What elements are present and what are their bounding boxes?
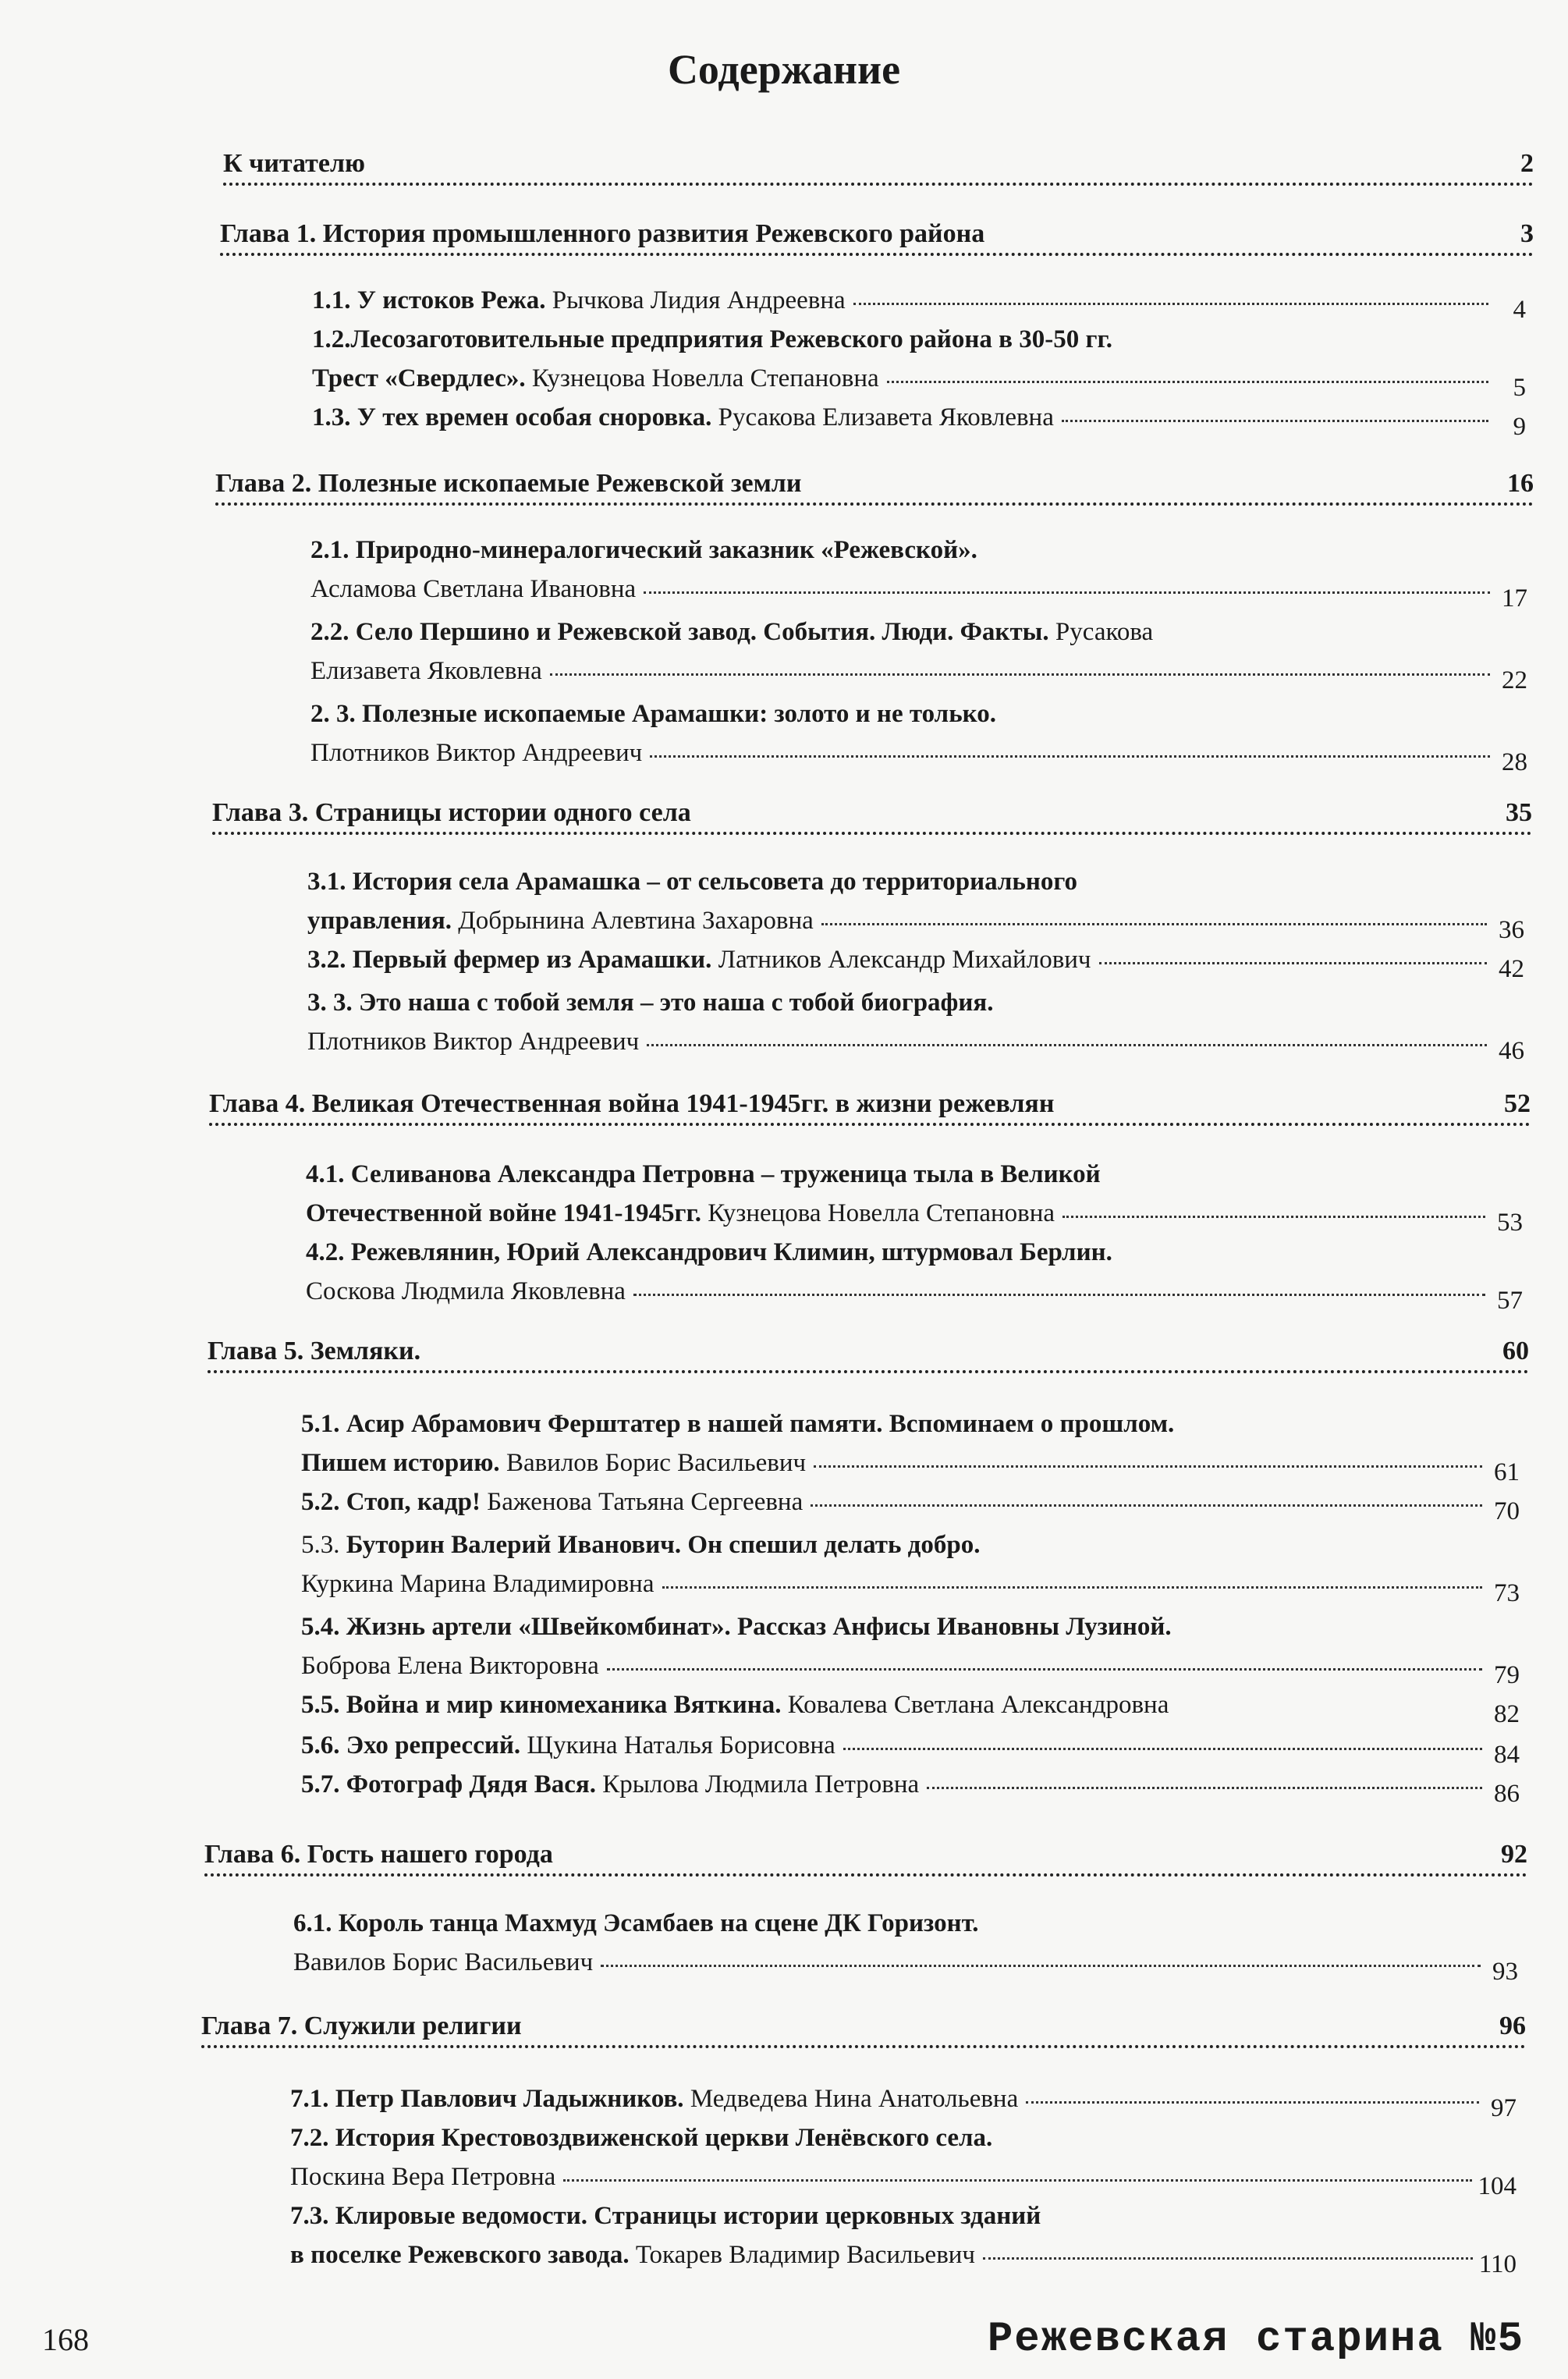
entry-title: 2.2. Село Першино и Режевской завод. События. Люди. Факты.	[310, 618, 1049, 646]
entry-title: 5.5. Война и мир киномеханика Вяткина.	[301, 1691, 782, 1719]
toc-entry-5-5[interactable]	[301, 1685, 1520, 1728]
chapter-page: 96	[1499, 2011, 1526, 2040]
entry-author: Вавилов Борис Васильевич	[506, 1449, 807, 1477]
toc-chapter-6[interactable]	[204, 1839, 1527, 1877]
entry-page: 4	[1513, 296, 1526, 324]
entry-page: 28	[1502, 748, 1527, 776]
dot-leader	[1062, 420, 1488, 422]
dot-leader	[662, 1586, 1483, 1589]
chapter-title: Глава 1. История промышленного развития Режевского района	[220, 219, 985, 248]
dot-leader	[821, 923, 1487, 925]
chapter-page: 92	[1501, 1840, 1527, 1869]
toc-entry-5-6[interactable]	[301, 1726, 1520, 1769]
entry-title: 5.4. Жизнь артели «Швейкомбинат». Рассказ Анфисы Ивановны Лузиной.	[301, 1613, 1172, 1641]
entry-title: 5.2. Стоп, кадр!	[301, 1488, 481, 1516]
entry-title: 5.1. Асир Абрамович Ферштатер в нашей памяти. Вспоминаем о прошлом.	[301, 1410, 1175, 1438]
chapter-title: Глава 5. Земляки.	[208, 1337, 421, 1365]
entry-page: 104	[1478, 2172, 1517, 2200]
toc-entry-4-2[interactable]	[306, 1233, 1523, 1315]
toc-entry-1-2[interactable]	[312, 320, 1526, 402]
entry-author: Соскова Людмила Яковлевна	[306, 1277, 626, 1305]
chapter-title: К читателю	[223, 149, 366, 178]
toc-entry-2-2[interactable]	[310, 613, 1527, 694]
entry-author: Добрынина Алевтина Захаровна	[458, 907, 814, 935]
toc-chapter-2[interactable]	[215, 468, 1534, 506]
toc-entry-1-3[interactable]	[312, 398, 1526, 441]
toc-entry-7-1[interactable]	[290, 2079, 1517, 2122]
dot-leader	[811, 1504, 1482, 1507]
entry-page: 46	[1499, 1037, 1524, 1065]
dot-leader	[601, 1965, 1481, 1967]
dot-leader	[633, 1294, 1485, 1296]
entry-page: 9	[1513, 413, 1526, 441]
dot-leader	[1026, 2101, 1479, 2104]
dot-leader	[1099, 962, 1487, 964]
toc-chapter-3[interactable]	[212, 797, 1532, 835]
entry-author-cont: Елизавета Яковлевна	[310, 657, 542, 685]
chapter-page: 16	[1507, 469, 1534, 498]
toc-entry-3-3[interactable]	[307, 983, 1524, 1065]
chapter-page: 60	[1502, 1337, 1529, 1365]
entry-page: 70	[1494, 1497, 1520, 1525]
chapter-title: Глава 4. Великая Отечественная война 1941-1945гг. в жизни режевлян	[209, 1089, 1055, 1118]
toc-entry-5-2[interactable]	[301, 1482, 1520, 1525]
chapter-title: Глава 2. Полезные ископаемые Режевской земли	[215, 469, 802, 498]
entry-author: Медведева Нина Анатольевна	[690, 2085, 1019, 2113]
toc-entry-6-1[interactable]	[293, 1904, 1518, 1986]
entry-author: Щукина Наталья Борисовна	[527, 1731, 835, 1759]
entry-author: Русакова Елизавета Яковлевна	[718, 403, 1054, 431]
entry-page: 82	[1494, 1700, 1520, 1728]
toc-entry-3-2[interactable]	[307, 940, 1524, 983]
entry-page: 110	[1478, 2250, 1517, 2278]
entry-page: 86	[1494, 1780, 1520, 1808]
entry-page: 17	[1502, 584, 1527, 613]
entry-title-cont: в поселке Режевского завода.	[290, 2241, 630, 2269]
entry-page: 42	[1499, 955, 1524, 983]
chapter-title: Глава 7. Служили религии	[201, 2011, 522, 2040]
entry-author: Асламова Светлана Ивановна	[310, 575, 637, 603]
entry-title: 7.2. История Крестовоздвиженской церкви Ленёвского села.	[290, 2124, 993, 2152]
entry-author: Поскина Вера Петровна	[290, 2163, 556, 2191]
entry-page: 97	[1491, 2094, 1517, 2122]
entry-title-cont: управления.	[307, 907, 452, 935]
dot-leader	[550, 673, 1490, 676]
entry-author: Рычкова Лидия Андреевна	[552, 286, 846, 314]
entry-title: 4.2. Режевлянин, Юрий Александрович Климин, штурмовал Берлин.	[306, 1238, 1112, 1266]
entry-page: 73	[1494, 1579, 1520, 1607]
entry-title: 3.2. Первый фермер из Арамашки.	[307, 946, 712, 974]
chapter-title: Глава 3. Страницы истории одного села	[212, 798, 691, 827]
entry-title: 7.3. Клировые ведомости. Страницы истории церковных зданий	[290, 2202, 1041, 2230]
entry-title: 6.1. Король танца Махмуд Эсамбаев на сцене ДК Горизонт.	[293, 1909, 979, 1937]
toc-chapter-1[interactable]	[220, 218, 1534, 256]
toc-entry-2-3[interactable]	[310, 694, 1527, 776]
entry-page: 53	[1497, 1209, 1523, 1237]
entry-page: 61	[1494, 1458, 1520, 1486]
toc-entry-5-1[interactable]	[301, 1404, 1520, 1486]
dot-leader	[814, 1465, 1482, 1468]
entry-page: 5	[1513, 374, 1526, 402]
toc-entry-3-1[interactable]	[307, 862, 1524, 944]
toc-entry-5-3[interactable]	[301, 1525, 1520, 1607]
toc-entry-7-2[interactable]	[290, 2118, 1517, 2200]
page-title: Содержание	[667, 46, 901, 93]
entry-page: 84	[1494, 1741, 1520, 1769]
dot-leader	[853, 303, 1488, 305]
entry-title: 7.1. Петр Павлович Ладыжников.	[290, 2085, 684, 2113]
dot-leader	[887, 381, 1488, 383]
chapter-page: 35	[1506, 798, 1532, 827]
entry-author: Плотников Виктор Андреевич	[310, 739, 643, 767]
entry-title-cont: Отечественной войне 1941-1945гг.	[306, 1199, 701, 1227]
dot-leader	[1062, 1216, 1485, 1218]
entry-author: Баженова Татьяна Сергеевна	[487, 1488, 804, 1516]
chapter-title: Глава 6. Гость нашего города	[204, 1840, 553, 1869]
entry-title: 4.1. Селиванова Александра Петровна – труженица тыла в Великой	[306, 1160, 1101, 1188]
entry-author: Ковалева Светлана Александровна	[787, 1691, 1169, 1719]
entry-title: 1.1. У истоков Режа.	[312, 286, 546, 314]
chapter-page: 3	[1520, 219, 1534, 248]
chapter-page: 52	[1504, 1089, 1531, 1118]
entry-author: Кузнецова Новелла Степановна	[531, 364, 879, 392]
entry-author: Боброва Елена Викторовна	[301, 1652, 599, 1680]
entry-page: 57	[1497, 1287, 1523, 1315]
entry-page: 36	[1499, 916, 1524, 944]
entry-title-cont: Трест «Свердлес».	[312, 364, 526, 392]
entry-author: Кузнецова Новелла Степановна	[708, 1199, 1055, 1227]
dot-leader	[647, 1044, 1487, 1046]
toc-entry-4-1[interactable]	[306, 1155, 1523, 1237]
toc-chapter-4[interactable]	[209, 1088, 1531, 1126]
entry-title: 2. 3. Полезные ископаемые Арамашки: золото и не только.	[310, 700, 996, 728]
entry-title-cont: Пишем историю.	[301, 1449, 500, 1477]
entry-title: Буторин Валерий Иванович. Он спешил делать добро.	[346, 1531, 981, 1559]
entry-title: 5.6. Эхо репрессий.	[301, 1731, 521, 1759]
toc-entry-5-7[interactable]	[301, 1765, 1520, 1808]
toc-chapter-7[interactable]	[201, 2011, 1526, 2048]
dot-leader	[983, 2257, 1473, 2260]
footer-page-number: 168	[42, 2322, 89, 2357]
entry-author: Вавилов Борис Васильевич	[293, 1948, 594, 1976]
entry-page: 79	[1494, 1661, 1520, 1689]
chapter-page: 2	[1520, 149, 1534, 178]
entry-title: 1.2.Лесозаготовительные предприятия Режевского района в 30-50 гг.	[312, 325, 1112, 353]
toc-entry-1-1[interactable]	[312, 281, 1526, 324]
dot-leader	[563, 2179, 1471, 2182]
dot-leader	[644, 591, 1490, 594]
entry-title: 1.3. У тех времен особая сноровка.	[312, 403, 712, 431]
toc-chapter-intro[interactable]	[223, 148, 1534, 186]
dot-leader	[927, 1787, 1482, 1789]
dot-leader	[843, 1748, 1482, 1750]
entry-title: 3.1. История села Арамашка – от сельсовета до территориального	[307, 868, 1078, 896]
dot-leader	[607, 1668, 1482, 1671]
entry-title: 5.7. Фотограф Дядя Вася.	[301, 1770, 596, 1798]
toc-entry-7-3[interactable]	[290, 2196, 1517, 2278]
toc-entry-2-1[interactable]	[310, 531, 1527, 613]
entry-title: 3. 3. Это наша с тобой земля – это наша с тобой биография.	[307, 989, 994, 1017]
dot-leader	[650, 755, 1490, 758]
entry-author: Токарев Владимир Васильевич	[635, 2241, 976, 2269]
entry-author: Куркина Марина Владимировна	[301, 1570, 655, 1598]
entry-author: Плотников Виктор Андреевич	[307, 1028, 640, 1056]
entry-author: Русакова	[1055, 618, 1154, 646]
entry-page: 22	[1502, 666, 1527, 694]
entry-author: Крылова Людмила Петровна	[602, 1770, 920, 1798]
toc-entry-5-4[interactable]	[301, 1607, 1520, 1689]
entry-author: Латников Александр Михайлович	[718, 946, 1091, 974]
entry-title: 2.1. Природно-минералогический заказник «Режевской».	[310, 536, 977, 564]
toc-chapter-5[interactable]	[208, 1336, 1529, 1373]
entry-page: 93	[1492, 1958, 1518, 1986]
entry-number: 5.3.	[301, 1531, 340, 1559]
footer-publication-title: Режевская старина №5	[987, 2316, 1524, 2363]
